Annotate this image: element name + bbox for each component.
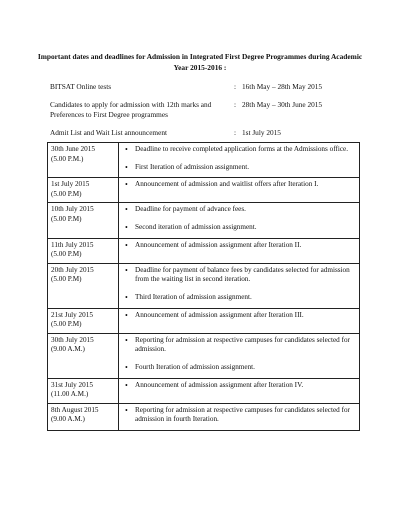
summary-label: Admit List and Wait List announcement — [50, 128, 168, 137]
summary-value: 16th May – 28th May 2015 — [242, 82, 323, 91]
row-time: (5.00 P.M.) — [51, 154, 84, 163]
date-cell — [48, 403, 119, 430]
row-date: 1st July 2015 — [51, 180, 90, 189]
summary-colon: : — [233, 100, 237, 109]
summary-row — [50, 82, 370, 92]
summary-row — [50, 100, 370, 120]
row-time: (5.00 P.M) — [51, 250, 82, 259]
list-item: • Announcement of admission assignment after Iteration III. — [122, 311, 356, 321]
list-item: • Announcement of admission and waitlist offers after Iteration I. — [122, 180, 356, 190]
row-date: 31st July 2015 — [51, 380, 93, 389]
date-cell — [48, 143, 119, 178]
table-row — [48, 203, 360, 238]
events-cell — [119, 203, 360, 238]
summary-label: Candidates to apply for admission with 12th marks and Preferences to First Degree programmes — [50, 100, 212, 119]
row-date: 21st July 2015 — [51, 310, 93, 319]
summary-value: 1st July 2015 — [242, 128, 281, 137]
list-item: • Reporting for admission at respective campuses for candidates selected for admission. — [122, 336, 356, 355]
row-date: 30th July 2015 — [51, 335, 94, 344]
row-time: (11.00 A.M.) — [51, 390, 89, 399]
row-time: (9.00 A.M.) — [51, 345, 85, 354]
table-row — [48, 263, 360, 308]
row-time: (5.00 P.M) — [51, 189, 82, 198]
row-date: 20th July 2015 — [51, 265, 94, 274]
table-row — [48, 378, 360, 403]
date-cell — [48, 308, 119, 333]
date-cell — [48, 378, 119, 403]
row-date: 30th June 2015 — [51, 145, 95, 153]
row-time: (9.00 A.M.) — [51, 415, 85, 424]
date-cell — [48, 238, 119, 263]
events-cell — [119, 333, 360, 378]
list-item: • Second iteration of admission assignment. — [122, 223, 356, 233]
date-cell — [48, 203, 119, 238]
date-cell — [48, 263, 119, 308]
row-date: 11th July 2015 — [51, 240, 94, 249]
row-date: 10th July 2015 — [51, 205, 94, 214]
row-time: (5.00 P.M) — [51, 214, 82, 223]
table-row — [48, 333, 360, 378]
schedule-table — [47, 142, 360, 431]
events-cell — [119, 308, 360, 333]
date-cell — [48, 333, 119, 378]
summary-label: BITSAT Online tests — [50, 82, 112, 91]
table-row — [48, 178, 360, 203]
key-dates-summary — [50, 82, 370, 146]
events-cell — [119, 263, 360, 308]
table-row — [48, 403, 360, 430]
table-row — [48, 308, 360, 333]
table-row — [48, 143, 360, 178]
date-cell — [48, 178, 119, 203]
summary-row — [50, 128, 370, 138]
list-item: • Third Iteration of admission assignment. — [122, 293, 356, 303]
events-cell — [119, 178, 360, 203]
row-date: 8th August 2015 — [51, 405, 99, 414]
table-row — [48, 238, 360, 263]
list-item: • Deadline for payment of advance fees. — [122, 205, 356, 215]
list-item: • First Iteration of admission assignment. — [122, 163, 356, 173]
document-title: Important dates and deadlines for Admission in Integrated First Degree Programmes during Academic Year 2015-2016 : — [37, 52, 363, 72]
events-cell — [119, 378, 360, 403]
summary-colon: : — [233, 82, 237, 91]
events-cell — [119, 143, 360, 178]
list-item: • Deadline to receive completed application forms at the Admissions office. — [122, 145, 356, 155]
summary-value: 28th May – 30th June 2015 — [242, 100, 323, 109]
list-item: • Deadline for payment of balance fees by candidates selected for admission from the waiting list in second iteration. — [122, 266, 356, 285]
events-cell — [119, 403, 360, 430]
list-item: • Reporting for admission at respective campuses for candidates selected for admission in fourth Iteration. — [122, 406, 356, 425]
list-item: • Fourth Iteration of admission assignment. — [122, 363, 356, 373]
row-time: (5.00 P.M) — [51, 320, 82, 329]
list-item: • Announcement of admission assignment after Iteration IV. — [122, 381, 356, 391]
row-time: (5.00 P.M) — [51, 275, 82, 284]
list-item: • Announcement of admission assignment after Iteration II. — [122, 241, 356, 251]
events-cell — [119, 238, 360, 263]
summary-colon: : — [233, 128, 237, 137]
